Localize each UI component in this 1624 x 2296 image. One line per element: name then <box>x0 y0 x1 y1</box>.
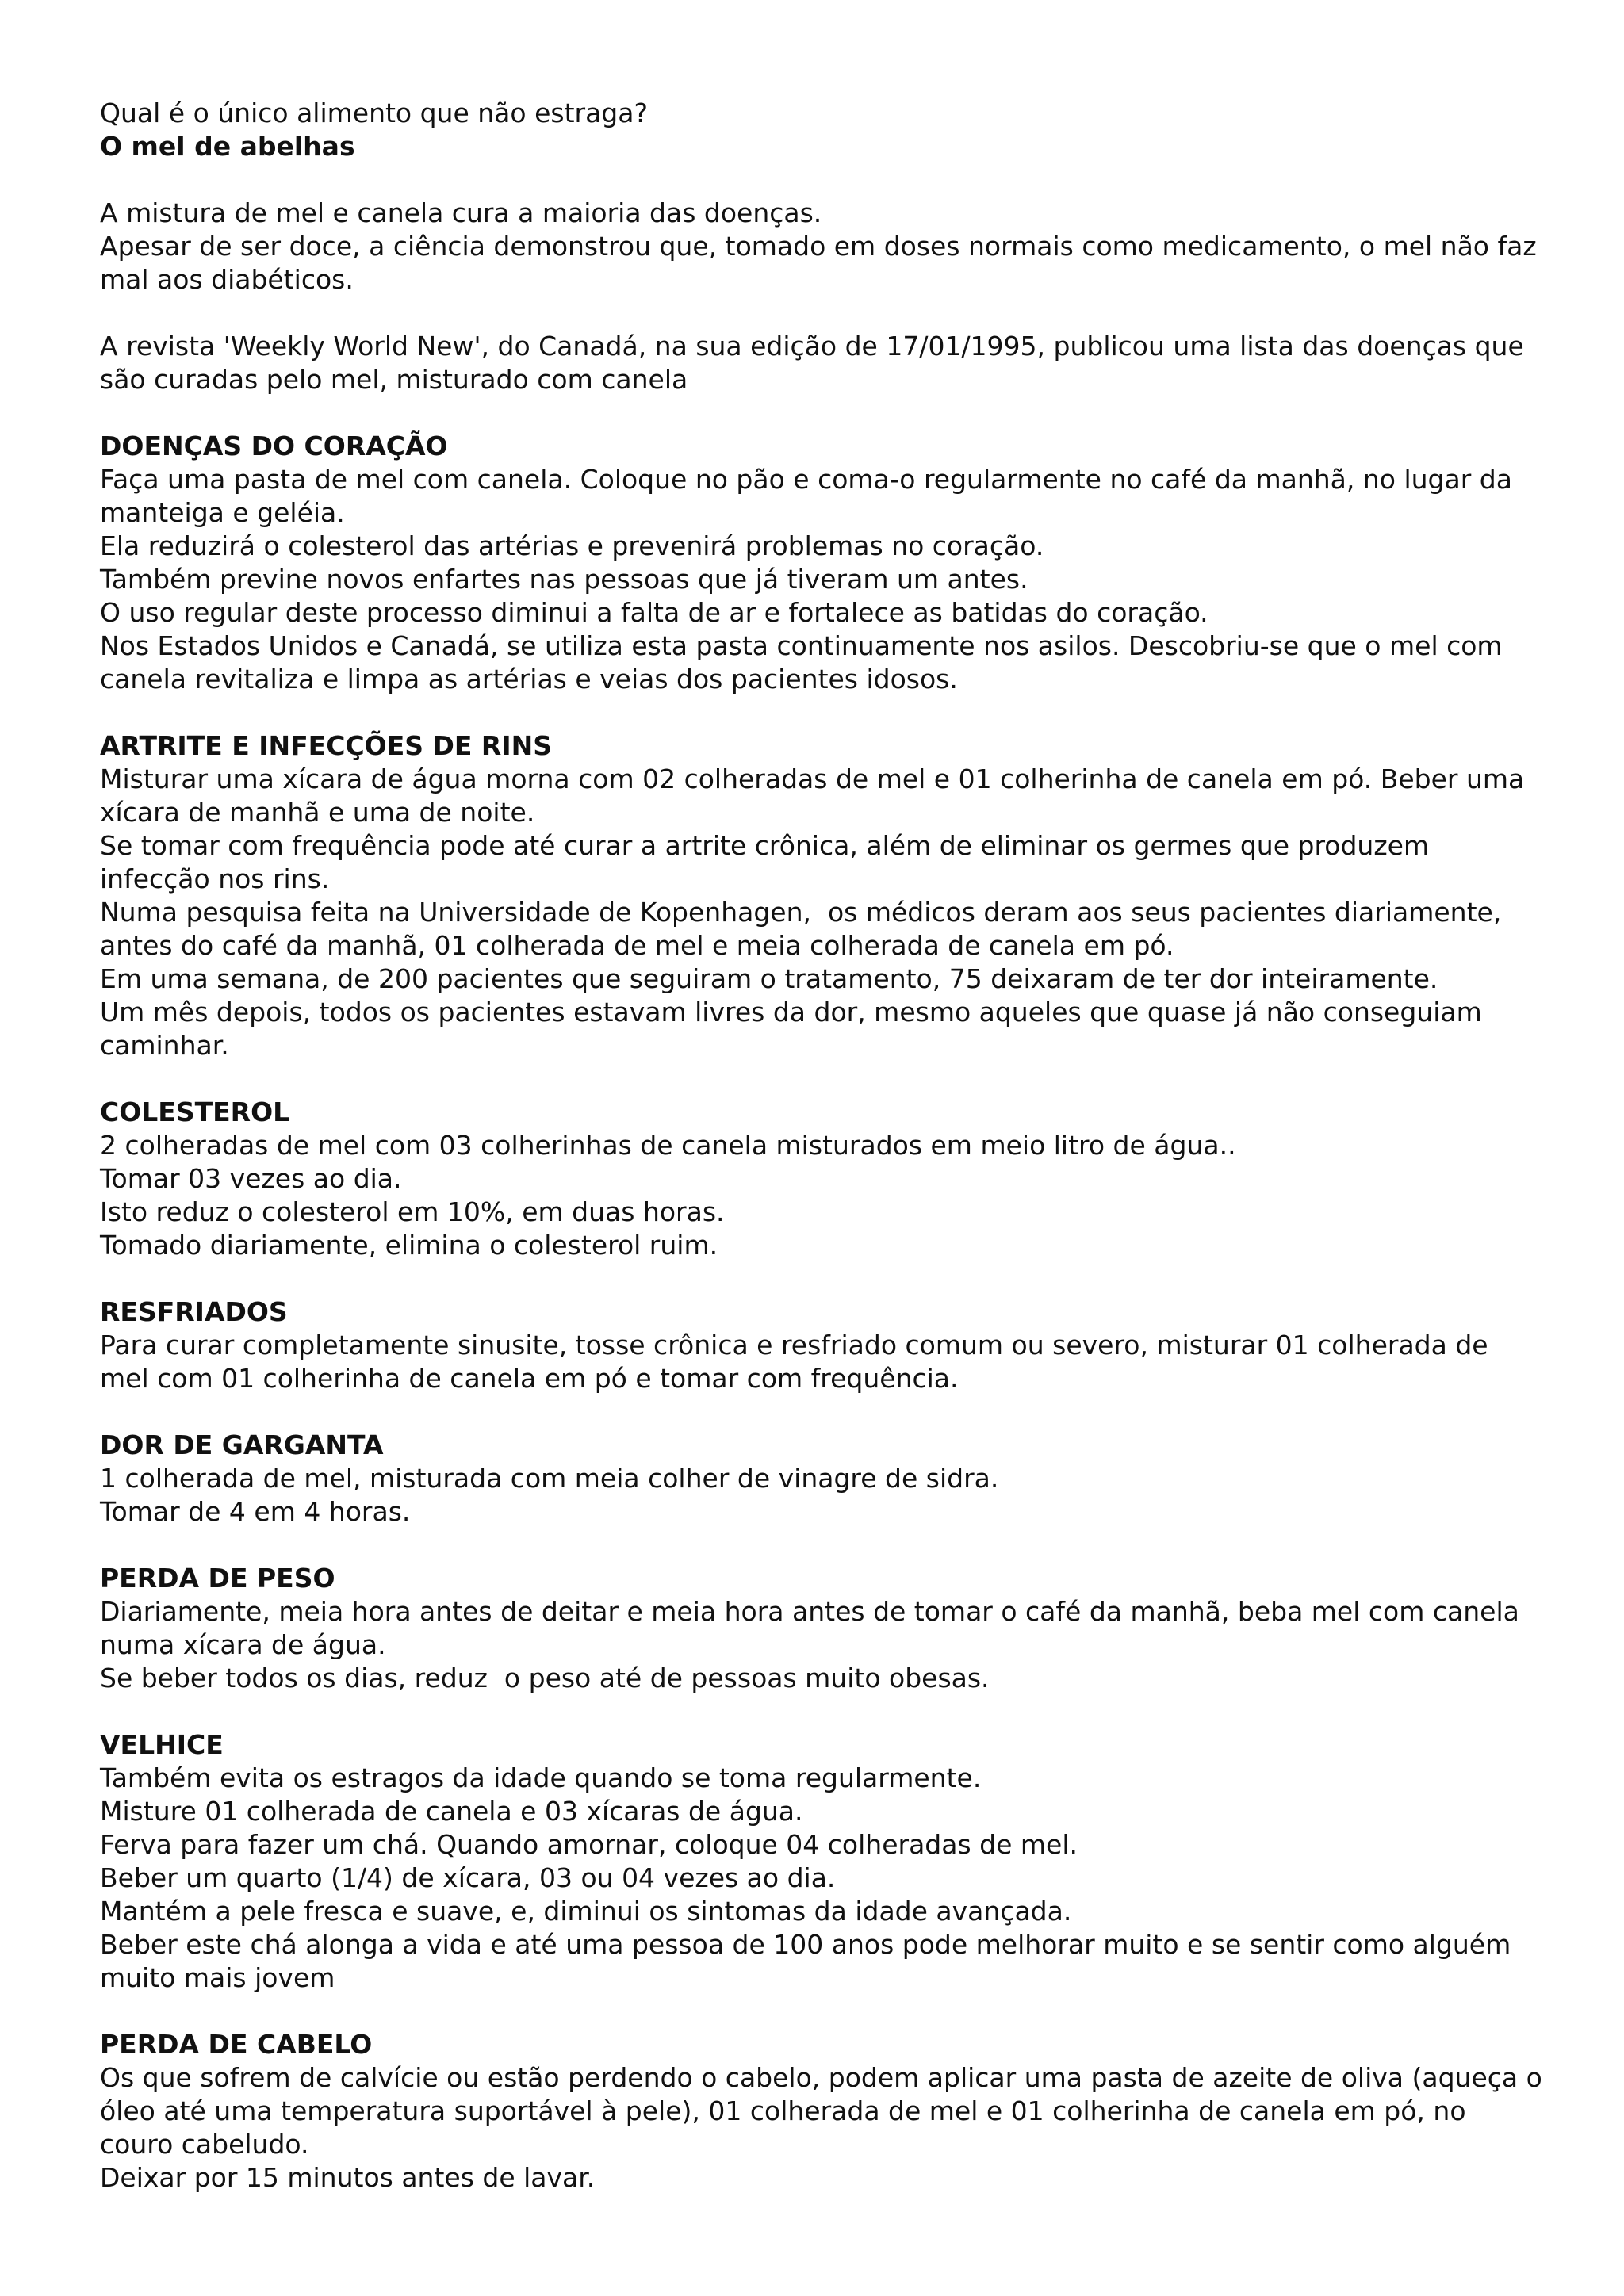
section-line: Tomar 03 vezes ao dia. <box>100 1163 402 1194</box>
spacer <box>100 163 1543 197</box>
intro-paragraph-2: Apesar de ser doce, a ciência demonstrou que, tomado em doses normais como medicamento, o mel não faz mal aos diabéticos. <box>100 231 1545 295</box>
spacer <box>100 1995 1543 2028</box>
section-line: Ela reduzirá o colesterol das artérias e prevenirá problemas no coração. <box>100 530 1044 561</box>
section-title: RESFRIADOS <box>100 1296 288 1327</box>
section <box>100 1096 1543 1262</box>
intro-paragraph-1: A mistura de mel e canela cura a maioria das doenças. <box>100 197 822 228</box>
section-line: Um mês depois, todos os pacientes estavam livres da dor, mesmo aqueles que quase já não conseguiam caminhar. <box>100 997 1491 1061</box>
spacer <box>100 1695 1543 1728</box>
section <box>100 2028 1551 2195</box>
sections-container <box>100 396 1551 2195</box>
intro-answer: O mel de abelhas <box>100 131 355 162</box>
section-line: Isto reduz o colesterol em 10%, em duas horas. <box>100 1196 725 1227</box>
section-title: COLESTEROL <box>100 1096 290 1127</box>
section-line: 1 colherada de mel, misturada com meia colher de vinagre de sidra. <box>100 1463 999 1494</box>
section-line: Em uma semana, de 200 pacientes que seguiram o tratamento, 75 deixaram de ter dor inteiramente. <box>100 963 1438 994</box>
section-title: DOR DE GARGANTA <box>100 1429 384 1460</box>
spacer <box>100 696 1543 729</box>
intro-paragraph-3: A revista 'Weekly World New', do Canadá, na sua edição de 17/01/1995, publicou uma lista das doenças que são curadas pelo mel, misturado com canela <box>100 331 1533 395</box>
section-title: PERDA DE CABELO <box>100 2029 373 2060</box>
section-line: Tomar de 4 em 4 horas. <box>100 1496 411 1527</box>
spacer <box>100 1529 1543 1562</box>
section-line: Os que sofrem de calvície ou estão perdendo o cabelo, podem aplicar uma pasta de azeite de oliva (aqueça o óleo até uma temperatura suportável à pele), 01 colherada de mel e 01 colherinha de canela em pó, no couro cabeludo. <box>100 2062 1551 2160</box>
document-page <box>100 97 1551 2195</box>
section <box>100 1429 1543 1529</box>
section-line: Misturar uma xícara de água morna com 02 colheradas de mel e 01 colherinha de canela em pó. Beber uma xícara de manhã e uma de noite. <box>100 763 1533 828</box>
section-line: Nos Estados Unidos e Canadá, se utiliza esta pasta continuamente nos asilos. Descobriu-se que o mel com canela revitaliza e limpa as artérias e veias dos pacientes idosos. <box>100 630 1511 695</box>
section-line: Tomado diariamente, elimina o colesterol ruim. <box>100 1230 718 1261</box>
section <box>100 729 1543 1062</box>
section-line: Também evita os estragos da idade quando se toma regularmente. <box>100 1762 982 1793</box>
section-line: Deixar por 15 minutos antes de lavar. <box>100 2162 596 2193</box>
section-line: Beber um quarto (1/4) de xícara, 03 ou 04 vezes ao dia. <box>100 1862 836 1893</box>
section-line: Ferva para fazer um chá. Quando amornar, coloque 04 colheradas de mel. <box>100 1829 1078 1860</box>
section-title: PERDA DE PESO <box>100 1563 335 1594</box>
section-line: Também previne novos enfartes nas pessoas que já tiveram um antes. <box>100 564 1028 595</box>
section-line: O uso regular deste processo diminui a falta de ar e fortalece as batidas do coração. <box>100 597 1208 628</box>
intro-question: Qual é o único alimento que não estraga? <box>100 98 648 128</box>
section-title: VELHICE <box>100 1729 224 1760</box>
section-line: Beber este chá alonga a vida e até uma pessoa de 100 anos pode melhorar muito e se sentir como alguém muito mais jovem <box>100 1929 1519 1993</box>
section-title: ARTRITE E INFECÇÕES DE RINS <box>100 730 553 761</box>
section-line: Para curar completamente sinusite, tosse crônica e resfriado comum ou severo, misturar 01 colherada de mel com 01 colherinha de canela em pó e tomar com frequência. <box>100 1330 1497 1394</box>
section-line: Diariamente, meia hora antes de deitar e meia hora antes de tomar o café da manhã, beba mel com canela numa xícara de água. <box>100 1596 1528 1660</box>
section-line: 2 colheradas de mel com 03 colherinhas de canela misturados em meio litro de água.. <box>100 1130 1236 1161</box>
section-line: Numa pesquisa feita na Universidade de Kopenhagen, os médicos deram aos seus pacientes diariamente, antes do café da manhã, 01 colherada de mel e meia colherada de canela em pó. <box>100 897 1510 961</box>
section-line: Faça uma pasta de mel com canela. Coloque no pão e coma-o regularmente no café da manhã, no lugar da manteiga e geléia. <box>100 464 1521 528</box>
section-line: Misture 01 colherada de canela e 03 xícaras de água. <box>100 1796 803 1827</box>
section <box>100 1728 1543 1995</box>
spacer <box>100 396 1543 430</box>
section-line: Se tomar com frequência pode até curar a artrite crônica, além de eliminar os germes que produzem infecção nos rins. <box>100 830 1438 894</box>
spacer <box>100 1262 1543 1295</box>
spacer <box>100 1395 1543 1429</box>
spacer <box>100 1062 1543 1096</box>
section-line: Mantém a pele fresca e suave, e, diminui os sintomas da idade avançada. <box>100 1896 1072 1927</box>
section <box>100 430 1543 696</box>
section <box>100 1562 1543 1695</box>
spacer <box>100 297 1543 330</box>
section-title: DOENÇAS DO CORAÇÃO <box>100 430 448 461</box>
section <box>100 1295 1543 1395</box>
section-line: Se beber todos os dias, reduz o peso até de pessoas muito obesas. <box>100 1663 990 1693</box>
